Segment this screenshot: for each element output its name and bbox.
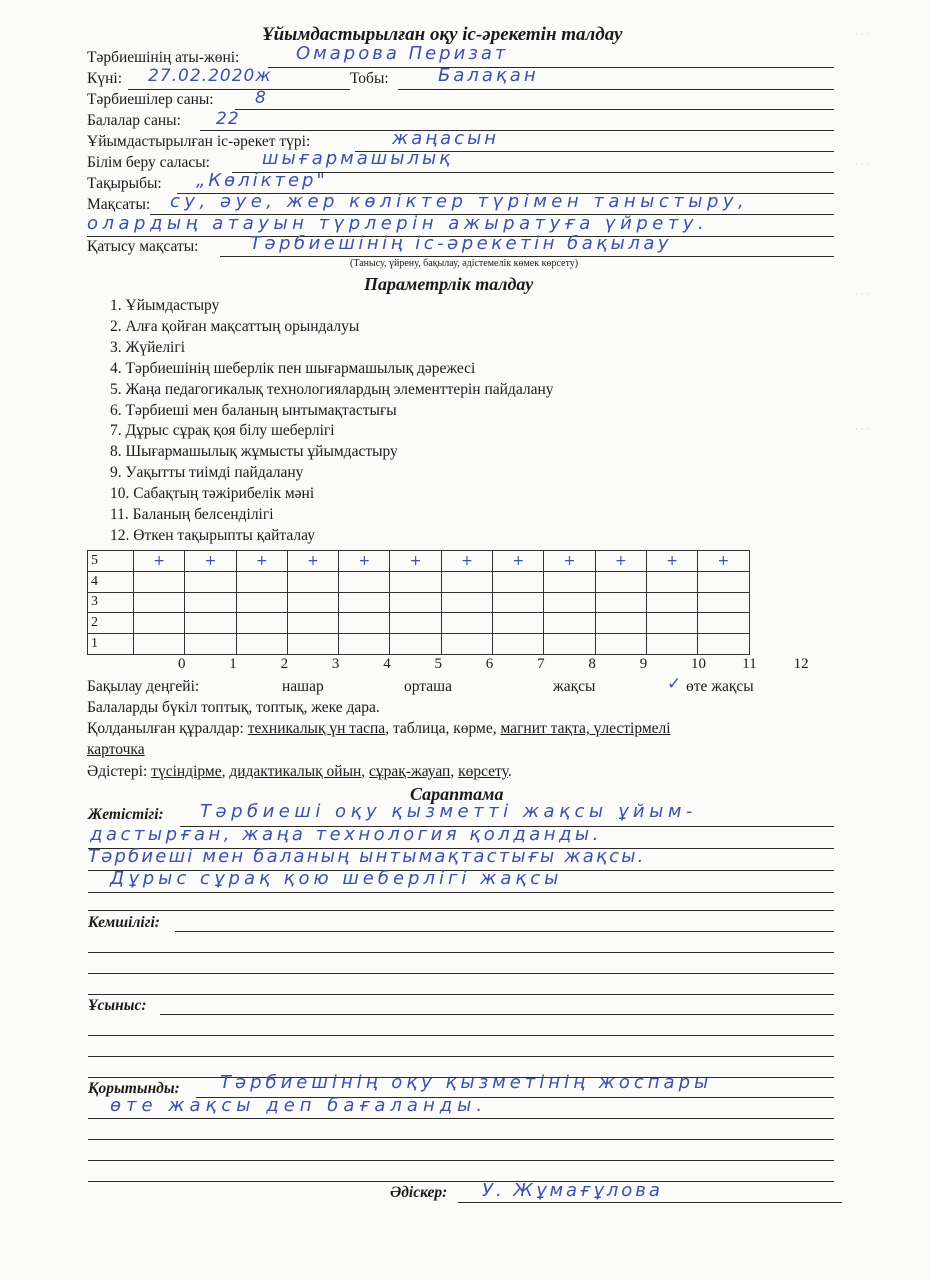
group-line — [398, 89, 834, 90]
grid-cell — [236, 613, 287, 634]
conclusion-text-2: өте жақсы деп бағаланды. — [110, 1095, 488, 1116]
grid-cell — [287, 571, 338, 592]
levels-label: Бақылау деңгейі: — [87, 678, 200, 695]
grid-cell — [698, 592, 749, 613]
achievement-text-3: Тәрбиеші мен баланың ынтымақтастығы жақсы. — [88, 846, 646, 867]
field-label: Білім беру саласы: — [87, 154, 210, 171]
achievement-text-1: Тәрбиеші оқу қызметті жақсы ұйым- — [200, 801, 697, 822]
grid-cell — [390, 613, 441, 634]
achievement-label: Жетістігі: — [88, 806, 164, 823]
grid-cell — [544, 634, 595, 655]
date-label: Күні: — [87, 70, 122, 87]
teachers-count-value: 8 — [255, 88, 267, 108]
activity-type-value: жаңасын — [392, 128, 500, 149]
participation-label: Қатысу мақсаты: — [87, 238, 199, 255]
grid-mark: + — [409, 552, 422, 569]
tools-label: Қолданылған құралдар: — [87, 720, 244, 737]
grid-cell — [698, 551, 749, 572]
grid-cell — [646, 634, 697, 655]
date-line — [128, 89, 350, 90]
weakness-line — [88, 994, 834, 995]
group-forms: Балаларды бүкіл топтық, топтық, жеке дара. — [87, 699, 380, 716]
teacher-label: Тәрбиешінің аты-жөні: — [87, 49, 240, 66]
grid-cell — [236, 551, 287, 572]
grid-mark: + — [563, 552, 576, 569]
grid-mark: + — [358, 552, 371, 569]
grid-row — [88, 613, 750, 634]
grid-cell — [339, 592, 390, 613]
grid-cell — [236, 571, 287, 592]
grid-cell — [339, 551, 390, 572]
group-label: Тобы: — [350, 70, 389, 87]
grid-x-tick: 3 — [331, 656, 340, 672]
grid-x-tick: 8 — [588, 656, 596, 672]
method-item: дидактикалық ойын — [229, 763, 362, 780]
participation-value: Тәрбиешінің іс-әрекетін бақылау — [250, 233, 673, 254]
grid-mark: + — [666, 552, 678, 569]
grid-mark: + — [204, 552, 217, 569]
grid-x-tick: 12 — [793, 656, 809, 672]
achievement-text-4: Дұрыс сұрақ қою шеберлігі жақсы — [110, 868, 563, 889]
grid-cell — [287, 634, 338, 655]
param-item: 9. Уақытты тиімді пайдалану — [110, 464, 304, 482]
field-value: шығармашылық — [262, 148, 454, 169]
param-item: 2. Алға қойған мақсаттың орындалуы — [110, 317, 360, 335]
tools-item: карточка — [87, 741, 145, 758]
grid-cell — [698, 613, 749, 634]
grid-cell — [595, 634, 646, 655]
level-good: жақсы — [553, 678, 596, 695]
method-sep: , — [221, 763, 230, 780]
param-item: 3. Жүйелігі — [110, 338, 186, 356]
conclusion-line-2 — [88, 1118, 834, 1119]
grid-cell — [544, 571, 595, 592]
teacher-value: Омарова Перизат — [296, 43, 509, 64]
goal-value-2: олардың атауын түрлерін ажыратуға үйрету. — [87, 213, 709, 234]
bleed-through-mark: · · · — [855, 30, 870, 40]
grid-cell — [698, 571, 749, 592]
params-title: Параметрлік талдау — [364, 274, 534, 294]
grid-cell — [236, 592, 287, 613]
grid-x-tick: 5 — [434, 656, 442, 672]
suggestion-label: Ұсыныс: — [88, 997, 147, 1014]
level-check-mark: ✓ — [667, 674, 682, 694]
grid-cell — [185, 571, 236, 592]
group-value: Балақан — [438, 65, 539, 86]
teachers-count-label: Тәрбиешілер саны: — [87, 91, 214, 108]
grid-row-label: 4 — [88, 571, 134, 592]
grid-cell — [595, 551, 646, 572]
grid-cell — [595, 571, 646, 592]
level-excellent: өте жақсы — [686, 678, 754, 695]
level-low: нашар — [282, 678, 324, 695]
goal-value-1: су, әуе, жер көліктер түрімен таныстыру, — [170, 191, 749, 212]
grid-cell — [441, 592, 492, 613]
grid-cell — [646, 571, 697, 592]
conclusion-text-1: Тәрбиешінің оқу қызметінің жоспары — [220, 1072, 713, 1093]
conclusion-line-3 — [88, 1139, 834, 1140]
grid-mark: + — [614, 552, 627, 569]
grid-cell — [493, 551, 544, 572]
param-item: 1. Ұйымдастыру — [110, 297, 220, 314]
grid-cell — [134, 571, 185, 592]
activity-type-label: Ұйымдастырылған іс-әрекет түрі: — [87, 133, 311, 150]
bleed-through-mark: · · · — [855, 290, 870, 300]
teacher-line — [268, 67, 834, 68]
conclusion-line-4 — [88, 1160, 834, 1161]
method-sep: , — [450, 763, 459, 780]
conclusion-label: Қорытынды: — [88, 1080, 180, 1097]
tools-item: , таблица, көрме, — [385, 720, 501, 737]
tools-item: магнит тақта, үлестірмелі — [500, 720, 671, 737]
grid-cell — [339, 571, 390, 592]
suggestion-line — [88, 1056, 834, 1057]
grid-mark: + — [512, 552, 525, 569]
grid-mark: + — [717, 552, 730, 569]
grid-cell — [339, 613, 390, 634]
param-item: 10. Сабақтың тәжірибелік мәні — [110, 485, 315, 503]
grid-x-tick: 4 — [383, 656, 391, 672]
bleed-through-mark: · · · — [855, 425, 870, 435]
method-sep: , — [361, 763, 370, 780]
param-item: 8. Шығармашылық жұмысты ұйымдастыру — [110, 443, 398, 461]
review-title: Сараптама — [410, 784, 504, 804]
grid-cell — [185, 613, 236, 634]
grid-cell — [646, 613, 697, 634]
grid-row — [88, 551, 750, 572]
grid-cell — [646, 592, 697, 613]
grid-mark: + — [307, 552, 319, 569]
method-sep: . — [507, 763, 512, 780]
participation-line — [220, 256, 834, 257]
methods-label: Әдістері: — [87, 763, 148, 780]
grid-cell — [493, 571, 544, 592]
params-list — [110, 296, 554, 547]
grid-cell — [185, 634, 236, 655]
children-count-value: 22 — [216, 109, 240, 129]
grid-cell — [544, 613, 595, 634]
date-value: 27.02.2020ж — [148, 66, 272, 86]
grid-x-tick: 6 — [485, 656, 494, 672]
grid-x-tick: 2 — [280, 656, 289, 672]
grid-row-label: 3 — [88, 592, 134, 613]
achievement-line-5 — [88, 910, 834, 911]
methodist-line — [458, 1202, 842, 1203]
grid-cell — [134, 592, 185, 613]
param-item: 12. Өткен тақырыпты қайталау — [110, 526, 315, 544]
page-title: Ұйымдастырылған оқу іс-әрекетін талдау — [262, 24, 623, 45]
teachers-count-line — [235, 109, 834, 110]
topic-value: „Көліктер" — [196, 170, 328, 191]
methodist-label: Әдіскер: — [390, 1184, 448, 1201]
param-item: 6. Тәрбиеші мен баланың ынтымақтастығы — [110, 401, 397, 419]
methodist-signature: У. Жұмағұлова — [482, 1180, 663, 1201]
grid-cell — [134, 551, 185, 572]
suggestion-line — [160, 1014, 834, 1015]
grid-x-tick: 1 — [229, 656, 237, 672]
grid-x-tick: 10 — [691, 656, 706, 672]
weakness-label: Кемшілігі: — [88, 914, 160, 931]
conclusion-line-5 — [88, 1181, 834, 1182]
grid-row-label: 2 — [88, 613, 134, 634]
grid-cell — [544, 592, 595, 613]
grid-cell — [134, 634, 185, 655]
method-item: түсіндірме — [151, 763, 222, 780]
grid-row — [88, 592, 750, 613]
suggestion-line — [88, 1035, 834, 1036]
grid-cell — [595, 592, 646, 613]
grid-cell — [236, 634, 287, 655]
grid-cell — [134, 613, 185, 634]
weakness-line — [88, 952, 834, 953]
grid-cell — [287, 613, 338, 634]
grid-cell — [698, 634, 749, 655]
grid-mark: + — [461, 552, 473, 569]
children-count-line — [200, 130, 834, 131]
grid-cell — [390, 634, 441, 655]
grid-x-tick: 7 — [537, 656, 545, 672]
grid-cell — [441, 634, 492, 655]
tools-line-1 — [87, 720, 671, 738]
topic-label: Тақырыбы: — [87, 175, 162, 192]
goal-label: Мақсаты: — [87, 196, 151, 213]
param-item: 5. Жаңа педагогикалық технологиялардың элементтерін пайдалану — [110, 380, 554, 398]
grid-cell — [287, 592, 338, 613]
grid-mark: + — [153, 552, 166, 569]
grid-row-label: 5 — [88, 551, 134, 572]
grid-mark: + — [255, 552, 268, 569]
grid-x-tick: 11 — [742, 656, 757, 672]
grid-cell — [390, 571, 441, 592]
children-count-label: Балалар саны: — [87, 112, 181, 129]
method-item: сұрақ-жауап — [369, 763, 451, 780]
bleed-through-mark: · · · — [855, 160, 870, 170]
grid-cell — [185, 592, 236, 613]
grid-x-tick: 0 — [178, 656, 186, 672]
achievement-line-4 — [88, 892, 834, 893]
grid-cell — [493, 592, 544, 613]
grid-cell — [595, 613, 646, 634]
weakness-line — [88, 973, 834, 974]
grid-cell — [493, 634, 544, 655]
grid-cell — [339, 634, 390, 655]
grid-cell — [441, 551, 492, 572]
grid-row — [88, 571, 750, 592]
grid-cell — [646, 551, 697, 572]
grid-cell — [441, 613, 492, 634]
param-item: 11. Баланың белсенділігі — [110, 506, 274, 524]
grid-row-label: 1 — [88, 634, 134, 655]
grid-x-tick: 9 — [639, 656, 648, 672]
tools-item: техникалық үн таспа — [247, 720, 386, 737]
evaluation-grid — [87, 550, 750, 655]
participation-note: (Танысу, үйрену, бақылау, әдістемелік көмек көрсету) — [350, 258, 579, 269]
grid-cell — [185, 551, 236, 572]
level-mid: орташа — [404, 678, 452, 695]
weakness-line — [175, 931, 834, 932]
grid-cell — [390, 592, 441, 613]
grid-cell — [544, 551, 595, 572]
param-item: 4. Тәрбиешінің шеберлік пен шығармашылық дәрежесі — [110, 359, 476, 377]
param-item: 7. Дұрыс сұрақ қоя білу шеберлігі — [110, 422, 335, 440]
grid-cell — [287, 551, 338, 572]
grid-row — [88, 634, 750, 655]
methods-line — [87, 763, 512, 781]
grid-cell — [493, 613, 544, 634]
method-item: көрсету — [458, 763, 508, 780]
achievement-text-2: дастырған, жаңа технология қолданды. — [90, 824, 602, 845]
grid-cell — [390, 551, 441, 572]
grid-cell — [441, 571, 492, 592]
